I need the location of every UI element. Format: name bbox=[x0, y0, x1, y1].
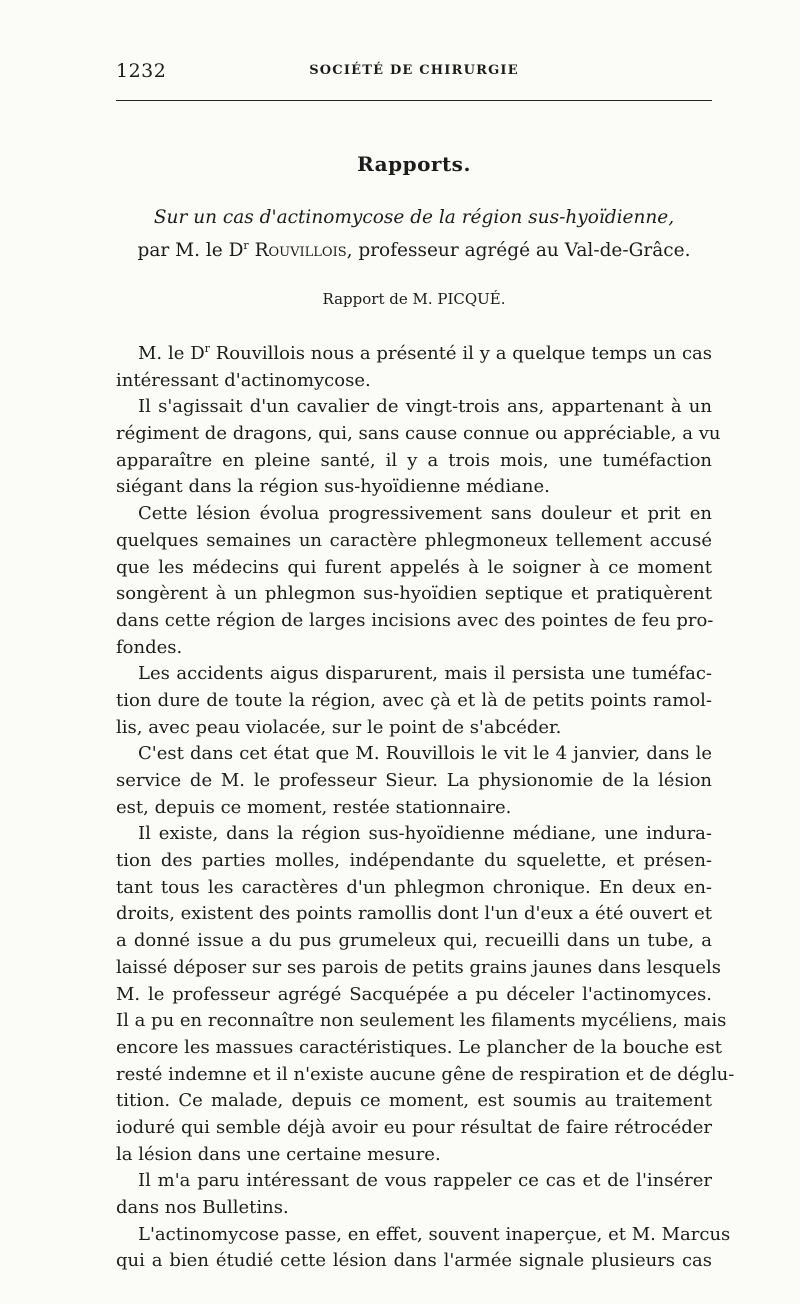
text-line: lis, avec peau violacée, sur le point de s'abcéder. bbox=[116, 716, 562, 738]
page-header bbox=[116, 60, 712, 88]
text-line: M. le professeur agrégé Sacquépée a pu déceler l'actinomyces. bbox=[116, 983, 712, 1005]
text-line: droits, existent des points ramollis dont l'un d'eux a été ouvert et bbox=[116, 903, 712, 925]
text-line: L'actinomycose passe, en effet, souvent inaperçue, et M. Marcus bbox=[138, 1223, 731, 1245]
text-line: Les accidents aigus disparurent, mais il persista une tuméfac- bbox=[138, 663, 712, 685]
text-line: apparaître en pleine santé, il y a trois mois, une tuméfaction bbox=[116, 449, 712, 471]
section-title: Rapports. bbox=[357, 152, 471, 176]
text-line: tion des parties molles, indépendante du squelette, et présen- bbox=[116, 850, 712, 872]
text-line: a donné issue a du pus grumeleux qui, recueilli dans un tube, a bbox=[116, 930, 712, 952]
doctor-sup: r bbox=[204, 342, 210, 355]
text-line: siégant dans la région sus-hyoïdienne médiane. bbox=[116, 476, 550, 498]
text-line: tant tous les caractères d'un phlegmon chronique. En deux en- bbox=[116, 876, 712, 898]
text-line: laissé déposer sur ses parois de petits grains jaunes dans lesquels bbox=[116, 956, 722, 978]
text-line: encore les massues caractéristiques. Le plancher de la bouche est bbox=[116, 1036, 722, 1058]
line-prefix: M. le D bbox=[138, 343, 205, 364]
text-line: fondes. bbox=[116, 636, 183, 658]
line-suffix: Rouvillois nous a présenté il y a quelque temps un cas bbox=[209, 343, 712, 364]
text-line: intéressant d'actinomycose. bbox=[116, 369, 371, 391]
text-line: régiment de dragons, qui, sans cause connue ou appréciable, a vu bbox=[116, 423, 721, 445]
text-line: qui a bien étudié cette lésion dans l'armée signale plusieurs cas bbox=[116, 1250, 712, 1272]
text-line: dans cette région de larges incisions avec des pointes de feu pro- bbox=[116, 609, 714, 631]
text-line: resté indemne et il n'existe aucune gêne de respiration et de déglu- bbox=[116, 1063, 735, 1085]
text-line: ioduré qui semble déjà avoir eu pour résultat de faire rétrocéder bbox=[116, 1116, 712, 1138]
text-line: Il s'agissait d'un cavalier de vingt-trois ans, appartenant à un bbox=[138, 396, 712, 418]
report-byline: Rapport de M. PICQUÉ. bbox=[322, 290, 506, 308]
text-line: dans nos Bulletins. bbox=[116, 1197, 289, 1218]
report-author-line bbox=[116, 240, 712, 261]
text-line bbox=[116, 341, 712, 368]
text-line: Il a pu en reconnaître non seulement les filaments mycéliens, mais bbox=[116, 1010, 727, 1032]
author-prefix: par M. le D bbox=[137, 240, 244, 261]
body-text bbox=[116, 341, 735, 1275]
text-line: Il existe, dans la région sus-hyoïdienne médiane, une indura- bbox=[138, 823, 712, 845]
text-line: Cette lésion évolua progressivement sans douleur et prit en bbox=[138, 503, 712, 525]
author-title-sup: r bbox=[243, 238, 249, 252]
header-rule bbox=[116, 100, 712, 101]
page-number: 1232 bbox=[116, 60, 167, 82]
text-line: la lésion dans une certaine mesure. bbox=[116, 1143, 441, 1165]
text-line: service de M. le professeur Sieur. La physionomie de la lésion bbox=[116, 770, 712, 791]
text-line: tion dure de toute la région, avec çà et là de petits points ramol- bbox=[116, 689, 712, 711]
text-line: C'est dans cet état que M. Rouvillois le vit le 4 janvier, dans le bbox=[138, 743, 712, 765]
text-line: quelques semaines un caractère phlegmoneux tellement accusé bbox=[116, 529, 712, 551]
author-name: Rouvillois bbox=[254, 240, 347, 261]
report-title: Sur un cas d'actinomycose de la région sus-hyoïdienne, bbox=[153, 207, 675, 228]
text-line: tition. Ce malade, depuis ce moment, est soumis au traitement bbox=[116, 1090, 712, 1112]
author-suffix: , professeur agrégé au Val-de-Grâce. bbox=[346, 240, 691, 261]
text-line: songèrent à un phlegmon sus-hyoïdien septique et pratiquèrent bbox=[116, 583, 712, 605]
text-line: Il m'a paru intéressant de vous rappeler ce cas et de l'insérer bbox=[138, 1170, 712, 1192]
text-line: que les médecins qui furent appelés à le soigner à ce moment bbox=[116, 556, 712, 578]
running-head: SOCIÉTÉ DE CHIRURGIE bbox=[309, 63, 519, 78]
text-line: est, depuis ce moment, restée stationnaire. bbox=[116, 796, 512, 818]
